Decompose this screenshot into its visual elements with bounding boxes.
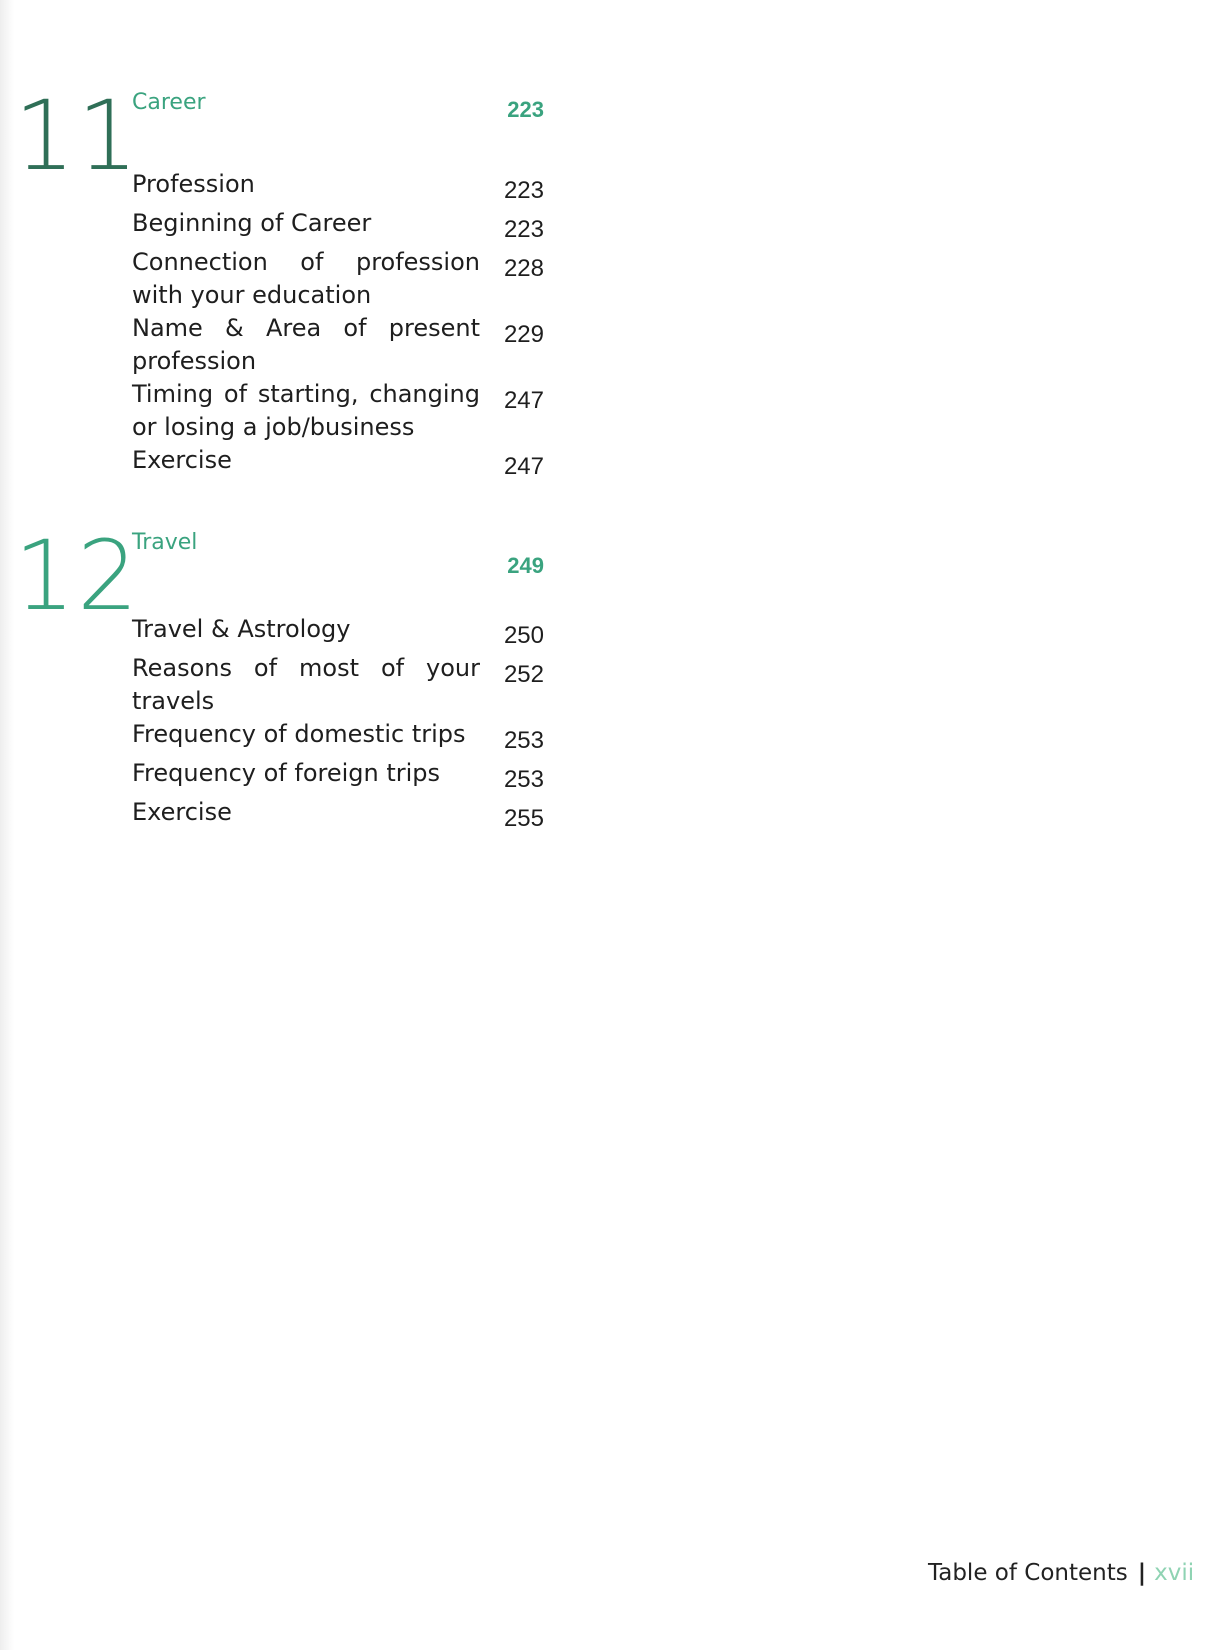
toc-entry-page: 247: [503, 387, 544, 414]
toc-entry-title: Frequency of foreign trips: [132, 759, 441, 787]
footer-label: Table of Contents: [928, 1560, 1128, 1586]
toc-entry-title: Exercise: [132, 798, 232, 826]
chapter-number: 12: [14, 520, 141, 632]
chapter-entries: [132, 168, 544, 483]
footer-page-number: xvii: [1154, 1560, 1195, 1586]
toc-entry[interactable]: [132, 444, 544, 483]
toc-entry-page: 250: [503, 622, 544, 649]
toc-entry[interactable]: [132, 246, 544, 312]
chapter-page-number: 249: [507, 553, 544, 578]
toc-entry-title: Connection of profession with your education: [132, 248, 480, 309]
chapter-page-number: 223: [507, 97, 544, 122]
toc-entry[interactable]: [132, 207, 544, 246]
toc-entry-title: Travel & Astrology: [132, 615, 351, 643]
page-edge-shadow: [0, 0, 14, 1650]
page-footer: [928, 1560, 1194, 1586]
toc-entry[interactable]: [132, 613, 544, 652]
toc-entry-title: Reasons of most of your travels: [132, 654, 480, 715]
toc-entry-page: 253: [503, 727, 544, 754]
toc-entry-page: 247: [503, 453, 544, 480]
toc-entry-title: Name & Area of present profession: [132, 314, 480, 375]
toc-entry-page: 223: [503, 177, 544, 204]
toc-entry[interactable]: [132, 378, 544, 444]
chapter-entries: [132, 613, 544, 835]
toc-entry-title: Frequency of domestic trips: [132, 720, 466, 748]
toc-entry[interactable]: [132, 757, 544, 796]
toc-entry[interactable]: [132, 652, 544, 718]
chapter-number: 11: [14, 80, 141, 192]
toc-entry[interactable]: [132, 718, 544, 757]
toc-entry-title: Beginning of Career: [132, 209, 372, 237]
toc-entry-page: 228: [503, 255, 544, 282]
toc-entry-title: Exercise: [132, 446, 232, 474]
toc-entry-page: 229: [503, 321, 544, 348]
toc-entry[interactable]: [132, 796, 544, 835]
toc-entry-page: 223: [503, 216, 544, 243]
footer-separator: |: [1137, 1560, 1147, 1586]
toc-entry-title: Timing of starting, changing or losing a job/business: [132, 380, 480, 441]
toc-entry-page: 252: [503, 661, 544, 688]
toc-entry-title: Profession: [132, 170, 255, 198]
toc-entry-page: 255: [503, 805, 544, 832]
toc-entry[interactable]: [132, 168, 544, 207]
chapter-title[interactable]: Travel: [132, 530, 198, 555]
toc-entry-page: 253: [503, 766, 544, 793]
toc-entry[interactable]: [132, 312, 544, 378]
chapter-title[interactable]: Career: [132, 90, 206, 115]
